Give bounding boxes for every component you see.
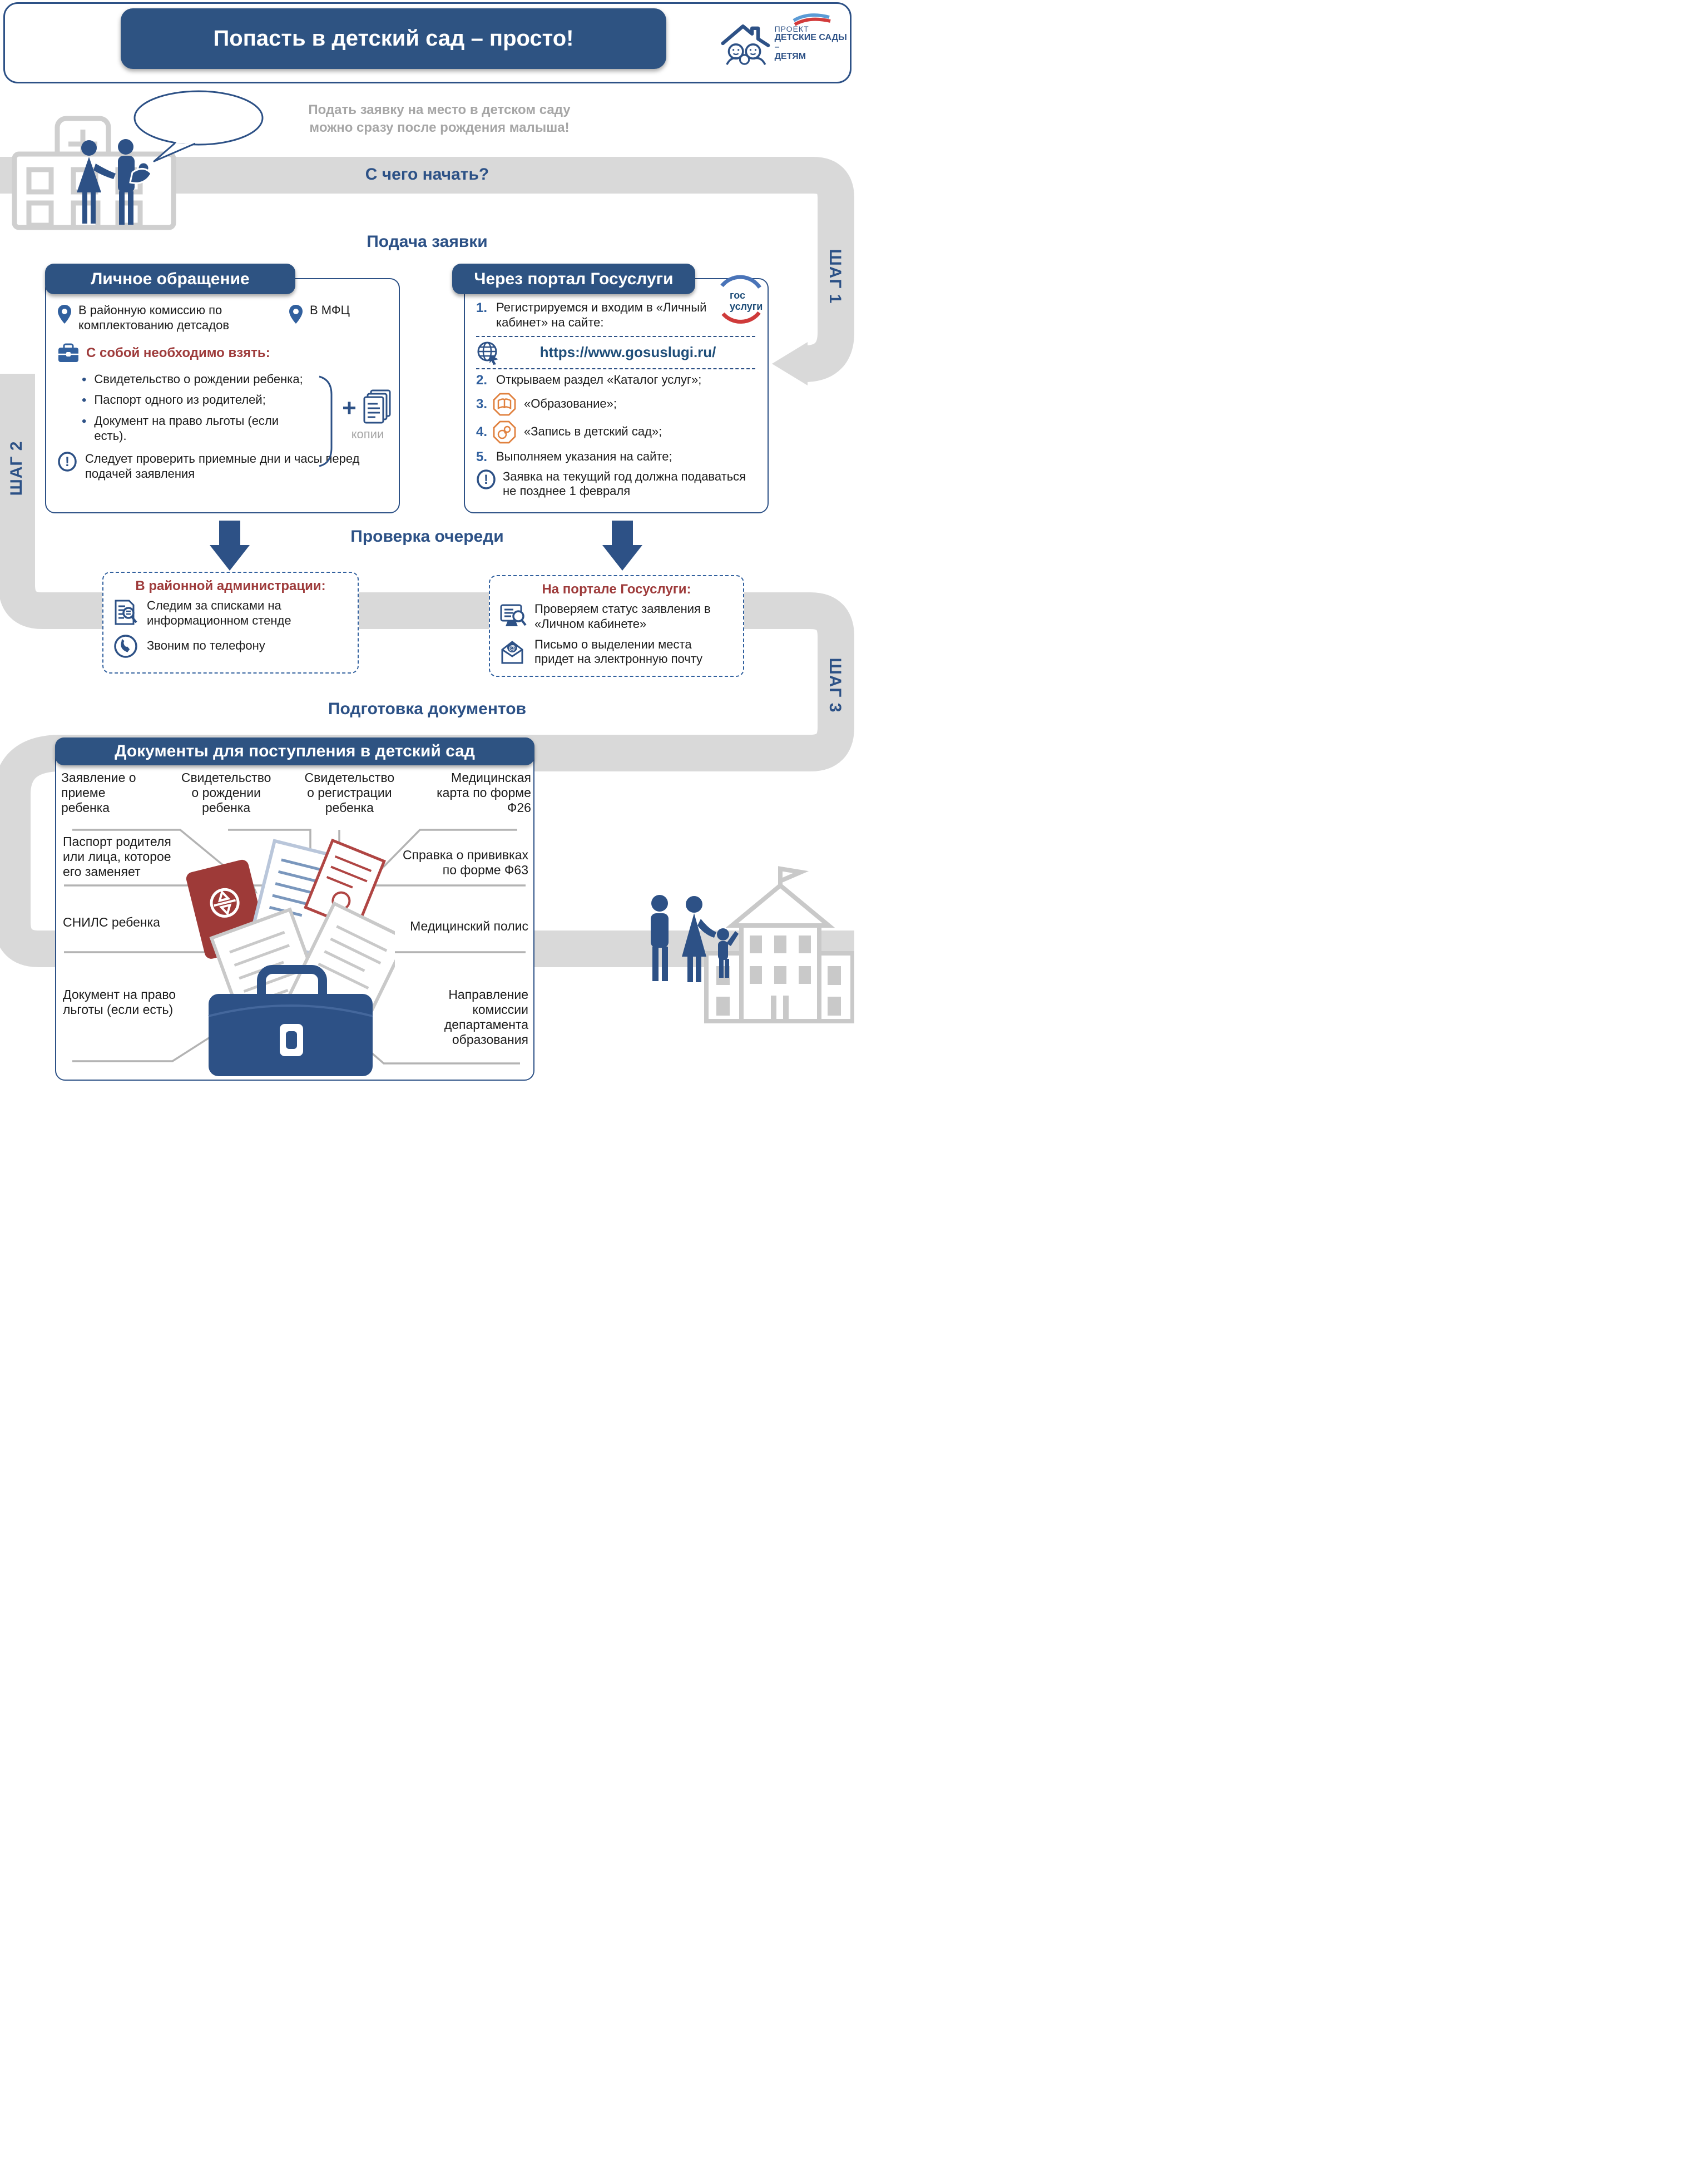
documents-stack-icon (361, 389, 393, 427)
globe-cursor-icon (476, 340, 501, 365)
svg-text:!: ! (484, 472, 488, 487)
gosuslugi-logo-line1: гос (730, 290, 746, 301)
doc-label: Документ на право льготы (если есть) (63, 987, 176, 1017)
doc-label: СНИЛС ребенка (63, 915, 160, 929)
step-num: 2. (476, 372, 488, 388)
flag-wave-icon (791, 13, 831, 26)
doc-label: Направление комиссии департамента образования (444, 987, 528, 1047)
personal-visit-title: Личное обращение (91, 269, 250, 288)
portal-header (452, 264, 695, 294)
copies-label: копии (351, 427, 384, 441)
portal-content (476, 300, 755, 499)
intro-text (261, 101, 617, 137)
queue-admin-box (102, 572, 359, 674)
portal-step-1: Регистрируемся и входим в «Личный кабинет» на сайте: (496, 300, 707, 329)
queue-admin-item-1: Следим за списками на информационном стенде (147, 598, 291, 627)
family-kindergarten-illustration (638, 863, 854, 1044)
queue-portal-box (489, 575, 744, 677)
copies-block (337, 389, 398, 442)
portal-step-2: Открываем раздел «Каталог услуг»; (496, 372, 702, 387)
docs-top-labels (61, 770, 531, 815)
step-num: 1. (476, 300, 488, 315)
project-logo (721, 14, 850, 72)
queue-portal-item-1: Проверяем статус заявления в «Личном кабинете» (534, 602, 711, 631)
step-2-label: ШАГ 2 (7, 440, 26, 496)
portal-step-5: Выполняем указания на сайте; (496, 449, 672, 463)
where-mfc: В МФЦ (310, 303, 350, 317)
portal-step-3: «Образование»; (524, 397, 617, 411)
apply-heading: Подача заявки (367, 232, 488, 251)
education-book-icon (493, 393, 516, 416)
svg-text:!: ! (65, 454, 70, 469)
intro-line2: можно сразу после рождения малыша! (309, 120, 570, 136)
queue-portal-title: На портале Госуслуги: (542, 582, 691, 597)
doc-label: Свидетельство о рождении ребенка (181, 770, 271, 815)
doc-label: Медицинская карта по форме Ф26 (437, 770, 531, 815)
plus-sign: + (342, 394, 357, 422)
doc-label: Справка о прививках по форме Ф63 (402, 848, 528, 878)
logo-line1: ПРОЕКТ (774, 24, 809, 34)
doc-label: Заявление о приеме ребенка (61, 770, 136, 815)
gosuslugi-url[interactable]: https://www.gosuslugi.ru/ (539, 344, 716, 361)
gosuslugi-logo-line2: услуги (730, 301, 763, 312)
logo-line3: ДЕТЯМ (774, 51, 806, 61)
doc-label: Медицинский полис (410, 919, 528, 933)
phone-icon (113, 634, 138, 659)
monitor-search-icon (500, 604, 527, 630)
step-1-label: ШАГ 1 (826, 249, 844, 304)
page-title (121, 8, 666, 69)
portal-step-4: «Запись в детский сад»; (524, 424, 662, 439)
bring-item: • Документ на право льготы (если есть). (82, 414, 304, 444)
logo-line2: ДЕТСКИЕ САДЫ – (774, 33, 847, 52)
kids-house-icon (721, 18, 771, 69)
step-num: 3. (476, 396, 488, 412)
exclamation-icon (476, 469, 496, 489)
location-pin-icon (289, 304, 303, 324)
bring-title: С собой необходимо взять: (86, 345, 270, 360)
infographic-poster (0, 0, 854, 1084)
personal-visit-header (45, 264, 295, 294)
personal-note: Следует проверить приемные дни и часы перед подачей заявления (85, 451, 360, 481)
docs-card-header (55, 737, 534, 765)
pacifier-icon (493, 420, 516, 444)
portal-title: Через портал Госуслуги (474, 269, 674, 288)
doc-label: Паспорт родителя или лица, которое его заменяет (63, 834, 171, 879)
briefcase-documents-illustration (178, 831, 395, 1079)
start-question: С чего начать? (365, 165, 489, 184)
queue-admin-item-2: Звоним по телефону (147, 638, 265, 653)
queue-portal-item-2: Письмо о выделении места придет на электронную почту (534, 637, 703, 666)
parents-with-baby-icon (67, 139, 167, 235)
queue-heading: Проверка очереди (350, 527, 504, 546)
bring-item: • Свидетельство о рождении ребенка; (82, 372, 304, 388)
step1-arrow-left-icon (772, 342, 808, 385)
step-3-label: ШАГ 3 (826, 657, 844, 713)
bring-item: • Паспорт одного из родителей; (82, 393, 304, 409)
bracket-icon (317, 375, 334, 467)
intro-line1: Подать заявку на место в детском саду (308, 102, 571, 117)
doc-label: Свидетельство о регистрации ребенка (304, 770, 395, 815)
svg-text:@: @ (508, 644, 516, 652)
page-title-text: Попасть в детский сад – просто! (213, 26, 574, 51)
portal-note: Заявка на текущий год должна подаваться не позднее 1 февраля (503, 469, 746, 498)
step-num: 5. (476, 449, 488, 464)
queue-admin-title: В районной администрации: (135, 578, 326, 593)
list-search-icon (113, 600, 138, 627)
email-icon (500, 640, 527, 664)
step-num: 4. (476, 424, 488, 439)
exclamation-icon (57, 452, 77, 472)
location-pin-icon (57, 304, 72, 324)
where-commission: В районную комиссию по комплектованию детсадов (78, 303, 230, 332)
docs-card-title: Документы для поступления в детский сад (115, 742, 475, 760)
docs-heading: Подготовка документов (328, 700, 527, 718)
briefcase-icon (57, 343, 80, 363)
